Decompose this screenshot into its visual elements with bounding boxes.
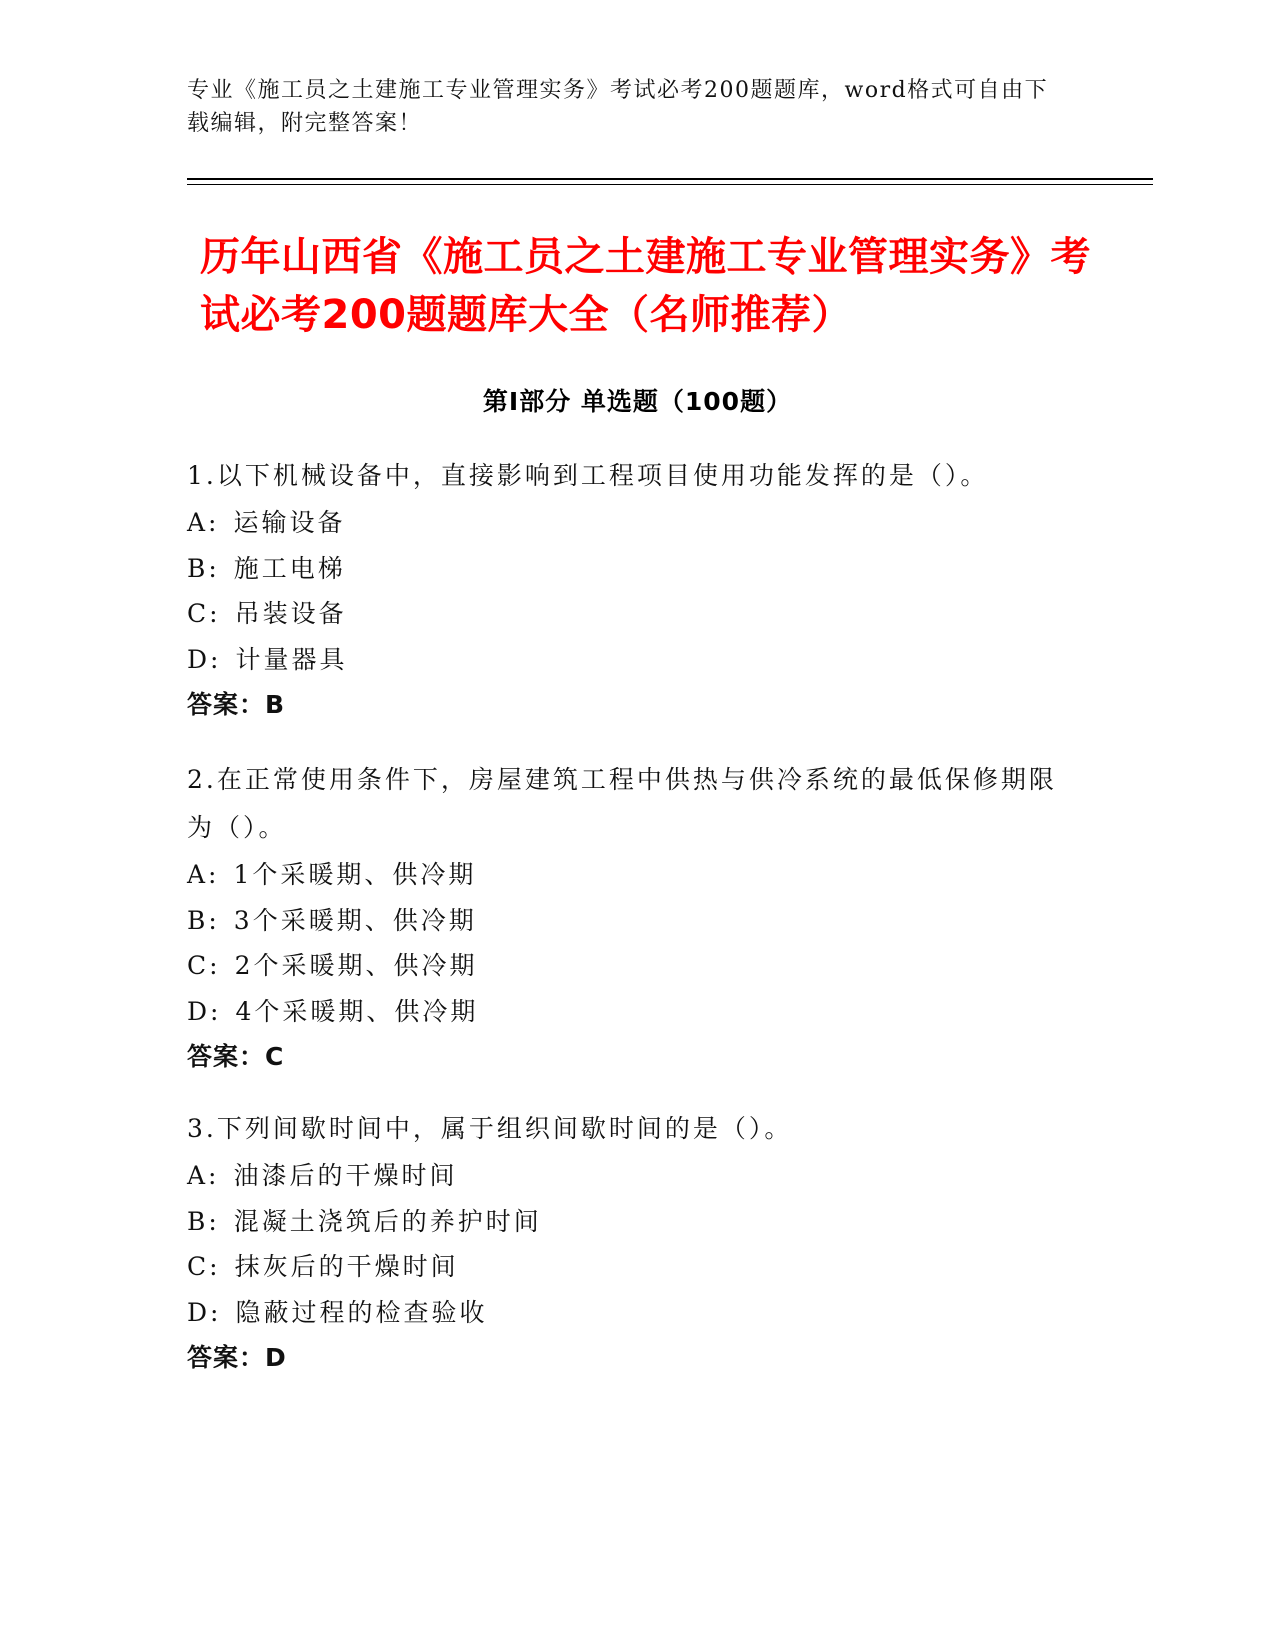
question-stem: 2.在正常使用条件下，房屋建筑工程中供热与供冷系统的最低保修期限为（）。 [187,765,1057,842]
header-divider-thick [187,178,1153,180]
answer-line [187,1034,1067,1080]
answer-line [187,682,1067,728]
option-d [187,637,1067,683]
question-stem: 1.以下机械设备中，直接影响到工程项目使用功能发挥的是（）。 [187,461,989,490]
document-title: 历年山西省《施工员之土建施工专业管理实务》考试必考200题题库大全（名师推荐） [200,234,1091,338]
option-a [187,1153,1067,1199]
option-a [187,500,1067,546]
answer-label: 答案： [187,1343,266,1372]
option-letter: A: [187,508,220,537]
question-1 [187,452,1067,728]
option-c [187,591,1067,637]
option-letter: A: [187,860,220,889]
question-2 [187,756,1067,1080]
option-d [187,989,1067,1035]
option-b [187,898,1067,944]
option-text: 吊装设备 [234,599,347,628]
option-c [187,1244,1067,1290]
option-letter: B: [187,905,220,935]
option-letter: D: [187,1297,222,1327]
option-text: 2个采暖期、供冷期 [234,951,478,980]
option-b [187,1199,1067,1245]
option-text: 隐蔽过程的检查验收 [235,1297,488,1327]
header-note: 专业《施工员之土建施工专业管理实务》考试必考200题题库，word格式可自由下载编辑，附完整答案！ [187,78,1049,136]
option-text: 运输设备 [233,508,346,537]
option-letter: C: [187,1252,221,1281]
answer-value: D [265,1343,287,1372]
option-text: 混凝土浇筑后的养护时间 [233,1206,542,1236]
option-letter: B: [187,1206,220,1236]
option-letter: D: [187,996,222,1026]
answer-label: 答案： [187,1042,266,1071]
header-divider-thin [187,184,1153,185]
option-letter: A: [187,1161,220,1190]
option-text: 施工电梯 [233,553,346,583]
option-a [187,852,1067,898]
section-title: 第I部分 单选题（100题） [482,387,793,416]
option-d [187,1290,1067,1336]
option-text: 1个采暖期、供冷期 [233,860,477,889]
question-stem: 3.下列间歇时间中，属于组织间歇时间的是（）。 [187,1114,793,1143]
answer-value: C [265,1042,285,1071]
option-letter: B: [187,553,220,583]
answer-value: B [265,690,286,719]
option-letter: D: [187,644,222,674]
question-3 [187,1105,1067,1381]
option-b [187,546,1067,592]
option-text: 抹灰后的干燥时间 [234,1252,459,1281]
option-text: 油漆后的干燥时间 [233,1161,458,1190]
option-text: 4个采暖期、供冷期 [235,996,479,1026]
option-letter: C: [187,599,221,628]
option-text: 计量器具 [235,644,348,674]
answer-label: 答案： [187,690,266,719]
option-text: 3个采暖期、供冷期 [233,905,477,935]
answer-line [187,1335,1067,1381]
option-c [187,943,1067,989]
option-letter: C: [187,951,221,980]
